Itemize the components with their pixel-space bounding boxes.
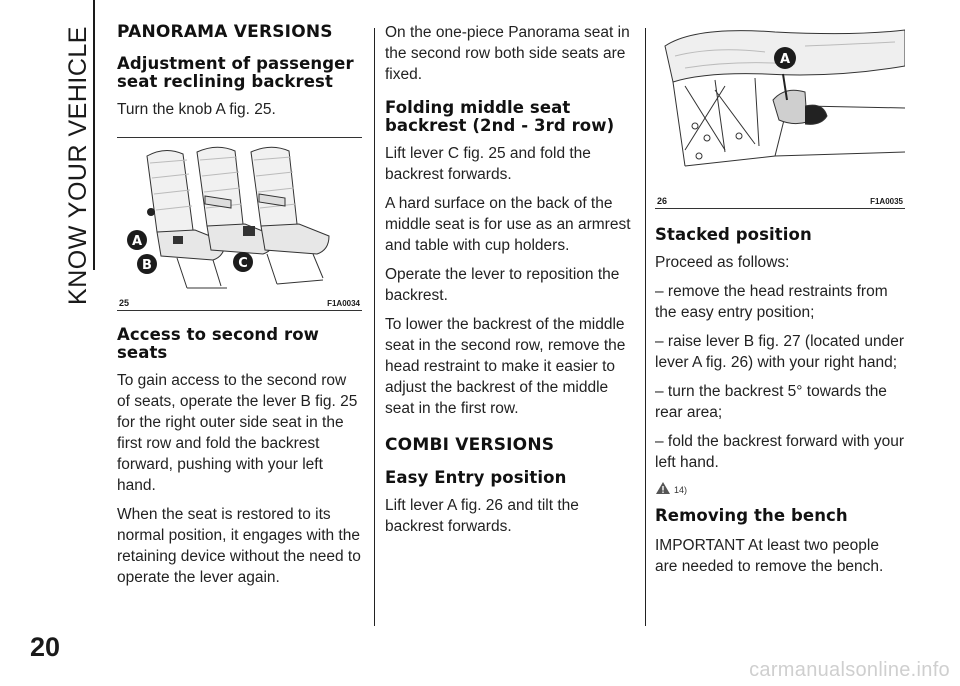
section-divider	[93, 0, 95, 270]
para-operate: Operate the lever to reposition the backrest.	[385, 266, 620, 304]
para-turn-knob: Turn the knob A fig. 25.	[117, 101, 276, 118]
svg-text:B: B	[142, 258, 152, 273]
figure-number: 25	[119, 298, 130, 308]
para-access: To gain access to the second row of seats, operate the lever B fig. 25 for the right outer side seat in the first row and fold the backrest forward, pushing with your left hand.	[117, 372, 358, 494]
heading-easy-entry: Easy Entry position	[385, 468, 567, 487]
heading-folding: Folding middle seat backrest (2nd - 3rd row)	[385, 98, 615, 135]
column-3	[655, 26, 905, 577]
column-divider	[645, 28, 646, 626]
figure-25	[117, 137, 362, 311]
figure-code: F1A0035	[870, 197, 903, 206]
label-C	[233, 252, 253, 272]
section-title-text: KNOW YOUR VEHICLE	[63, 25, 92, 305]
para-proceed: Proceed as follows:	[655, 254, 790, 271]
para-one-piece: On the one-piece Panorama seat in the second row both side seats are fixed.	[385, 24, 630, 83]
seat-illustration-25	[117, 138, 362, 310]
para-important: IMPORTANT At least two people are needed to remove the bench.	[655, 537, 884, 575]
warning-number: 14)	[674, 485, 688, 495]
para-step-1: – remove the head restraints from the easy entry position;	[655, 283, 888, 321]
warning-icon	[655, 481, 671, 495]
label-B	[137, 254, 157, 274]
column-divider	[374, 28, 375, 626]
svg-text:A: A	[131, 234, 143, 249]
para-lift-c: Lift lever C fig. 25 and fold the backrest forwards.	[385, 145, 591, 183]
para-easy-entry: Lift lever A fig. 26 and tilt the backrest forwards.	[385, 497, 579, 535]
watermark: carmanualsonline.info	[749, 659, 950, 681]
figure-number: 26	[657, 196, 668, 206]
label-A	[774, 47, 796, 69]
warning-reference	[655, 481, 905, 495]
page-number: 20	[30, 632, 61, 662]
para-step-4: – fold the backrest forward with your left hand.	[655, 433, 904, 471]
column-2	[385, 22, 635, 537]
svg-text:A: A	[779, 52, 791, 67]
svg-text:C: C	[238, 256, 248, 271]
para-lower: To lower the backrest of the middle seat in the second row, remove the head restraint to make it easier to adjust the backrest of the middle seat in the first row.	[385, 316, 626, 417]
para-step-3: – turn the backrest 5° towards the rear area;	[655, 383, 887, 421]
column-1	[117, 22, 362, 588]
heading-removing: Removing the bench	[655, 506, 848, 525]
heading-panorama-versions: PANORAMA VERSIONS	[117, 22, 333, 42]
heading-combi: COMBI VERSIONS	[385, 435, 555, 455]
section-title	[52, 25, 104, 305]
heading-adjustment: Adjustment of passenger seat reclining backrest	[117, 54, 354, 91]
para-restore: When the seat is restored to its normal position, it engages with the retaining device without the need to operate the lever again.	[117, 506, 361, 586]
figure-26	[655, 26, 905, 209]
bench-illustration-26	[655, 26, 905, 208]
heading-stacked: Stacked position	[655, 225, 812, 244]
para-step-2: – raise lever B fig. 27 (located under lever A fig. 26) with your right hand;	[655, 333, 904, 371]
figure-code: F1A0034	[327, 299, 360, 308]
label-A	[127, 230, 147, 250]
para-hard-surface: A hard surface on the back of the middle seat is for use as an armrest and table with cup holders.	[385, 195, 631, 254]
heading-access: Access to second row seats	[117, 325, 320, 362]
